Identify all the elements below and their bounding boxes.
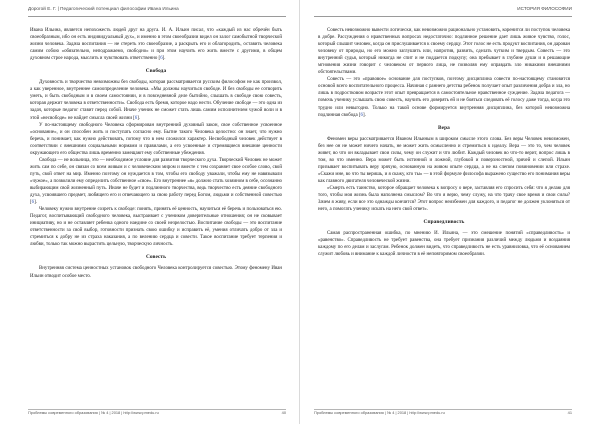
section-heading: Совесть <box>145 254 167 261</box>
right-page <box>300 0 600 424</box>
paragraph-text-end: ]. <box>34 200 37 206</box>
citation-link[interactable]: 6 <box>31 200 35 206</box>
citation-link[interactable]: 6 <box>134 115 138 121</box>
paragraph-text: «Смерть есть таинство, которое обращает человека к вопросу о вере, заставляя его спросить себя: что я делаю для того, чтобы моя жизнь была наполнена смыслом? Во что я верю, чему служу, на что трачу свое время и свои силы? Зачем я живу, если все это однажды кончится? Этот вопрос неизбежен для каждого, и педагог не должен уклоняться от него, а помогать ученику искать на него свой ответ». <box>318 185 570 213</box>
paragraph-text: Феномен веры рассматривается Иваном Ильиным в широком смысле этого слова. Без веры Человек невозможен, без нее он не может ничего начать, не может жить осмысленно и стремиться к идеалу. Вера — это то, чем человек живет, во что он вкладывает свои силы, чему он служит и что любит. Каждый человек во что-то верит, вопрос лишь в том, во что именно. Вера может быть истинной и ложной, глубокой и поверхностной, зрячей и слепой. Ильин призывает воспитывать веру зрячую, основанную на живом опыте сердца, а не на слепом повиновении или страхе. «Скажи мне, во что ты веришь, и я скажу, кто ты» — в этой формуле философа выражено существо его понимания веры как главного двигателя человеческой жизни. <box>318 136 570 184</box>
paragraph-text: Ивана Ильина, является непохожесть людей друг на друга. И. А. Ильин писал, что «каждый из нас обречён быть своеобразным, ибо он есть индивидуальный дух», и именно в этом своеобразии видел он залог самобытной творческой жизни человека. Задача воспитания — не стереть это своеобразие, а раскрыть его и облагородить, оставить человека самим собою «обязательно, неподражаемо, свободно» и при этом научить его жить вместе с другими, в общем духовном строе народа, мыслить и чувствовать ответственно [ <box>30 28 282 62</box>
body-paragraph <box>318 27 570 76</box>
right-page-number: 41 <box>567 410 572 415</box>
body-paragraph <box>318 76 570 118</box>
paragraph-text: Внутренняя система ценностных установок свободного Человека контролируется совестью. Этому феномену Иван Ильин отводит особое место. <box>30 266 282 279</box>
left-footer-text: Проблемы современного образования | № 4 | 2018 | http://www.pmedu.ru <box>28 410 159 415</box>
body-paragraph <box>318 185 570 213</box>
left-page-number: 40 <box>281 410 286 415</box>
citation-link[interactable]: 6 <box>160 56 163 62</box>
paragraph-text: Совесть — это «правовое» основание для поступков, поэтому дисциплина совести по-настоящему становится основой всего воспитательного процесса. Начиная с раннего детства ребенок получает опыт различения добра и зла, но лишь в подростковом возрасте этот опыт превращается в самостоятельное нравственное суждение. Задача педагога — помочь ученику услышать свою совесть, научить его доверять ей и не бояться следовать её голосу даже тогда, когда это трудно или невыгодно. Только на такой основе формируется внутренняя дисциплина, без которой невозможна подлинная свобода [ <box>318 77 570 118</box>
body-paragraph <box>30 79 282 121</box>
paragraph-text: Свобода — не вольница, это — необходимое условие для развития творческого духа. Творческий Человек не может жить сам по себе, он связан со всем живым и с человеческим миром и вместе с тем сохраняет свое особое слово, свой путь, свой ответ на мир. Именно поэтому он нуждается в том, чтобы его свободу уважали, чтобы ему не навязывали «чужое», а позволили ему определить собственное «свое». Его внутреннее «я» должно стать хозяином в себе, осознанно выбирающим свой жизненный путь. Иначе не будет и подлинного творчества, ведь творчество есть деяние свободного духа, усвоившего предмет, любящего его и отвечающего за свою работу перед Богом, людьми и собственной совестью [ <box>30 157 282 206</box>
paragraph-text: Совесть невозможно вывести логически, как невозможно рационально установить, коренится ли поступок человека в добре. Рассуждения о нравственных вопросах недостаточно: подлинное решение дает лишь живое чувство, голос, который слышит человек, когда он прислушивается к своему сердцу. Этот голос не есть продукт воспитания, он дарован человеку от природы, но его можно заглушить или, напротив, развить, сделать чутким и твердым. Совесть — это внутренний судья, который никогда не спит и не поддается подкупу; она пребывает в глубине души и в решающие мгновения жизни говорит с человеком от первого лица, не позволяя ему оправдать зло никакими внешними обстоятельствами. <box>318 28 570 76</box>
right-footer <box>314 410 572 418</box>
left-footer <box>28 410 286 418</box>
paragraph-text-end: ]. <box>162 56 166 62</box>
body-paragraph <box>318 136 570 185</box>
paragraph-text: Духовность и творчество невозможны без свободы, которая рассматривается русским философом не как произвол, а как уверенное, внутреннее самоопределение человека. «Мы должны научиться свободе. И без свободы ее сотворить уметь, и быть свободным и в своем самостоянии, и в повседневной деле бытийно, слышать в свободе свою совесть, которая держит человека в ответственности». Свобода есть бремя, которое надо нести. Обучение свободе — это одна из задач, которые педагог ставит перед собой. Иначе ученик не сможет стать лишь самим исполнителем чужой воли и в этой «несвободе» не найдет смысла своей жизни [ <box>30 80 282 121</box>
body-paragraph <box>30 206 282 248</box>
paragraph-text-end: ]. <box>137 115 141 121</box>
body-paragraph <box>30 122 282 157</box>
body-paragraph <box>30 157 282 206</box>
left-running-head: Дорогой Е. Г. | Педагогический потенциал философии Ивана Ильина <box>28 6 179 11</box>
body-paragraph <box>318 230 570 258</box>
left-header-rule <box>28 16 286 17</box>
right-running-head: ИСТОРИЯ ФИЛОСОФИИ <box>517 6 572 11</box>
section-heading: Вера <box>438 124 450 131</box>
right-header-rule <box>314 16 572 17</box>
paragraph-text: У по-настоящему свободного Человека сформирован внутренний духовный закон, свое собственное усвоенное «основание», и он способен жить и поступать согласно ему. Бытие такого Человека целостно: он знает, что нужно беречь, и понимает, как нужно действовать, потому что в нем сложился характер. Несвободный человек действует в соответствии с внешними социальными нормами и правилами, а его усвоенные и стремящиеся внешние ценности окружающего его общества лишь временно замещают ему собственные убеждения. <box>30 122 282 156</box>
body-paragraph <box>30 265 282 279</box>
section-heading: Справедливость <box>423 219 465 226</box>
right-footer-text: Проблемы современного образования | № 4 | 2018 | http://www.pmedu.ru <box>314 410 445 415</box>
body-paragraph <box>30 27 282 62</box>
citation-link[interactable]: 6 <box>360 112 363 118</box>
section-heading: Свобода <box>145 68 167 75</box>
paragraph-text: Человеку нужно внутренне созреть к свободе: понять, принять её ценность, научиться её беречь и пользоваться ею. Педагог, воспитывающий свободного человека, выстраивает с учеником доверительные отношения; он не сковывает инициативу, но и не оставляет ребенка одного наедине со своей незрелостью. Воспитание свободы — это воспитание ответственности за свой выбор, готовности признать свою ошибку и исправить её, умения отличать добро от зла и стремиться к добру не из страха наказания, а по велению сердца и совести. Такое воспитание требует терпения и любви, только так можно вырастить цельную, творческую личность. <box>30 207 282 248</box>
paragraph-text-end: ]. <box>363 112 366 118</box>
paragraph-text: Самая распространенная ошибка, по мнению И. Ильина, — это смешение понятий «справедливость» и «равенство». Справедливость не требует равенства, она требует признания различий между людьми и воздаяния каждому по его делам и заслугам. Ребенок должен видеть, что справедливость не есть уравниловка, что её основанием служит любовь и внимание к каждой личности в её неповторимом своеобразии. <box>318 231 570 258</box>
right-page-body <box>318 27 570 258</box>
left-page-body <box>30 27 282 280</box>
